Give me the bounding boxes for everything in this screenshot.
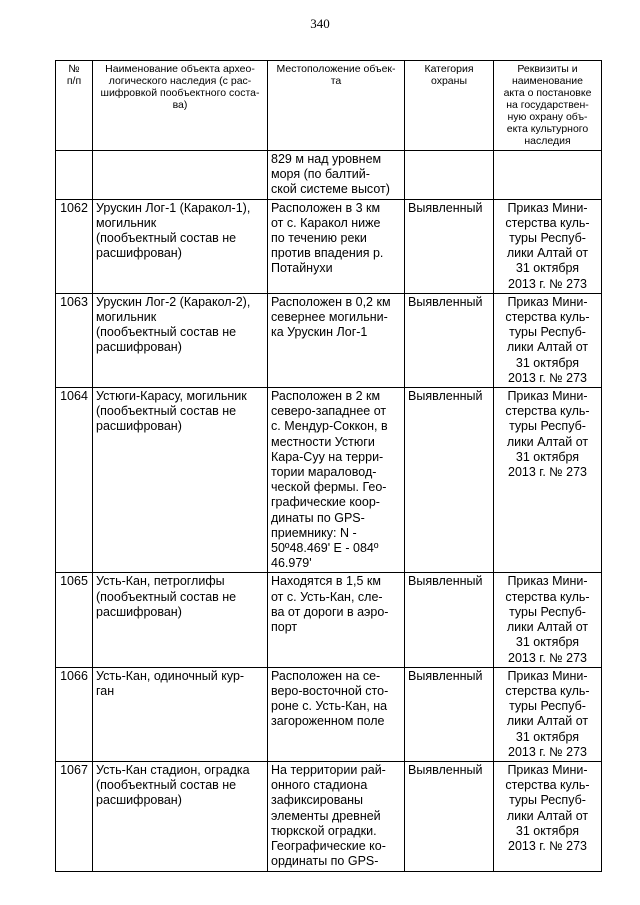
cell-name: Усть-Кан, одиночный кур- ган [93,667,268,761]
cell-location: 829 м над уровнем моря (по балтий- ской системе высот) [268,151,405,200]
cell-name: Урускин Лог-2 (Каракол-2), могильник (пообъектный состав не расшифрован) [93,293,268,387]
cell-location: Расположен на се- веро-восточной сто- роне с. Усть-Кан, на загороженном поле [268,667,405,761]
table-row [56,667,602,761]
table-row [56,388,602,573]
cell-location: Расположен в 3 км от с. Каракол ниже по течению реки против впадения р. Потайнухи [268,199,405,293]
table-row [56,761,602,871]
cell-requisites: Приказ Мини- стерства куль- туры Респуб- лики Алтай от 31 октября 2013 г. № 273 [494,573,602,667]
cell-requisites: Приказ Мини- стерства куль- туры Респуб- лики Алтай от 31 октября 2013 г. № 273 [494,761,602,871]
cell-name: Урускин Лог-1 (Каракол-1), могильник (пообъектный состав не расшифрован) [93,199,268,293]
cell-location: Расположен в 0,2 км севернее могильни- ка Урускин Лог-1 [268,293,405,387]
table-header-row [56,61,602,151]
cell-num: 1064 [56,388,93,573]
cell-num: 1063 [56,293,93,387]
table-row-continuation [56,151,602,200]
table-row [56,199,602,293]
cell-num [56,151,93,200]
header-requisites: Реквизиты и наименование акта о постановке на государствен- ную охрану объ- екта культурного наследия [494,61,602,151]
cell-name [93,151,268,200]
table-row [56,573,602,667]
cell-category: Выявленный [405,293,494,387]
cell-num: 1067 [56,761,93,871]
header-location: Местоположение объек- та [268,61,405,151]
cell-num: 1065 [56,573,93,667]
cell-location: Расположен в 2 км северо-западнее от с. Мендур-Соккон, в местности Устюги Кара-Суу на терри- тории мараловод- ческой фермы. Гео- графические коор- динаты по GPS- приемнику: N - 50º48.469' E - 084º 46.979' [268,388,405,573]
cell-name: Усть-Кан, петроглифы (пообъектный состав не расшифрован) [93,573,268,667]
cell-category: Выявленный [405,388,494,573]
cell-location: Находятся в 1,5 км от с. Усть-Кан, сле- ва от дороги в аэро- порт [268,573,405,667]
cell-category [405,151,494,200]
heritage-table [55,60,602,872]
cell-category: Выявленный [405,199,494,293]
cell-name: Усть-Кан стадион, оградка (пообъектный состав не расшифрован) [93,761,268,871]
cell-requisites: Приказ Мини- стерства куль- туры Респуб- лики Алтай от 31 октября 2013 г. № 273 [494,293,602,387]
cell-category: Выявленный [405,761,494,871]
cell-num: 1062 [56,199,93,293]
page-number: 340 [310,16,330,31]
header-category: Категория охраны [405,61,494,151]
table-row [56,293,602,387]
cell-category: Выявленный [405,573,494,667]
cell-requisites: Приказ Мини- стерства куль- туры Респуб- лики Алтай от 31 октября 2013 г. № 273 [494,388,602,573]
cell-requisites: Приказ Мини- стерства куль- туры Респуб- лики Алтай от 31 октября 2013 г. № 273 [494,667,602,761]
cell-category: Выявленный [405,667,494,761]
cell-num: 1066 [56,667,93,761]
cell-requisites [494,151,602,200]
cell-location: На территории рай- онного стадиона зафиксированы элементы древней тюркской оградки. Географические ко- ординаты по GPS- [268,761,405,871]
cell-requisites: Приказ Мини- стерства куль- туры Респуб- лики Алтай от 31 октября 2013 г. № 273 [494,199,602,293]
cell-name: Устюги-Карасу, могильник (пообъектный состав не расшифрован) [93,388,268,573]
header-num: № п/п [56,61,93,151]
header-name: Наименование объекта архео- логического наследия (с рас- шифровкой пообъектного соста- ва) [93,61,268,151]
